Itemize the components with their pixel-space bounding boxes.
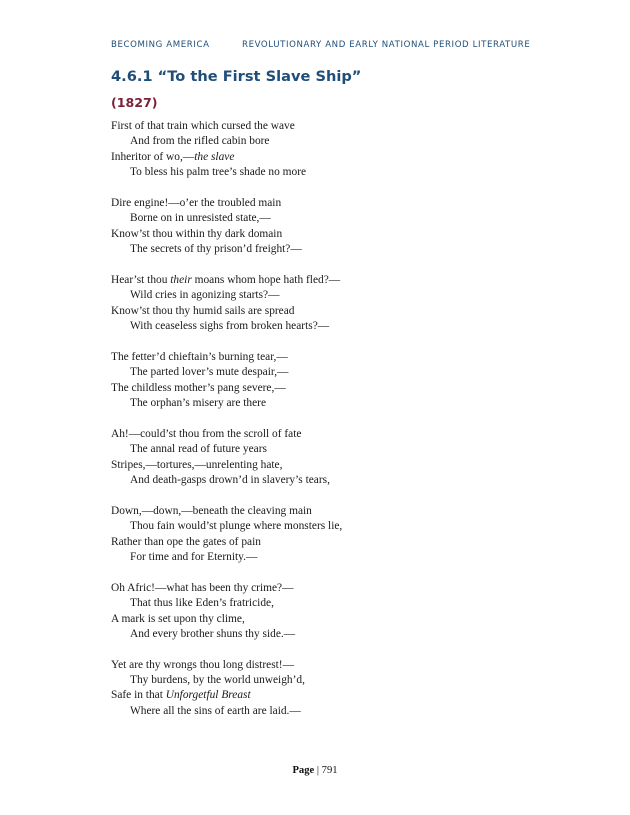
header-book-title: BECOMING AMERICA	[111, 40, 210, 50]
poem-stanza	[111, 273, 571, 335]
page-separator: |	[316, 765, 322, 776]
poem-line	[111, 150, 571, 165]
page-number: 791	[321, 765, 338, 776]
poem-stanza	[111, 504, 571, 566]
poem-line: Know’st thou within thy dark domain	[111, 227, 283, 240]
poem-line-italic-text: the slave	[194, 150, 235, 163]
poem-line: And from the rifled cabin bore	[130, 135, 270, 148]
poem-stanza	[111, 350, 571, 412]
poem-line: First of that train which cursed the wave	[111, 120, 295, 132]
section-title: 4.6.1 “To the First Slave Ship”	[111, 68, 362, 85]
poem-line	[111, 273, 571, 288]
poem-line-text: Hear’st thou	[111, 273, 171, 286]
poem-line: Know’st thou thy humid sails are spread	[111, 304, 295, 317]
poem-line: Thou fain would’st plunge where monsters lie,	[130, 520, 343, 533]
poem-line	[111, 688, 571, 703]
poem-stanza	[111, 658, 571, 720]
poem-line: The fetter’d chieftain’s burning tear,—	[111, 350, 288, 363]
poem-line: Ah!—could’st thou from the scroll of fate	[111, 427, 302, 440]
poem-line: Borne on in unresisted state,—	[130, 212, 271, 225]
poem-line: And death-gasps drown’d in slavery’s tears,	[130, 473, 330, 486]
poem-stanza	[111, 581, 571, 643]
poem-line: The secrets of thy prison’d freight?—	[130, 243, 302, 256]
poem-line: The parted lover’s mute despair,—	[130, 366, 289, 379]
poem-line: The childless mother’s pang severe,—	[111, 381, 286, 394]
poem-stanza	[111, 427, 571, 489]
poem-line: A mark is set upon thy clime,	[111, 612, 245, 625]
poem-line: Rather than ope the gates of pain	[111, 535, 261, 548]
poem-line-text: moans whom hope hath fled?—	[191, 273, 341, 286]
header-chapter-title: REVOLUTIONARY AND EARLY NATIONAL PERIOD LITERATURE	[242, 40, 531, 50]
section-year: (1827)	[111, 95, 158, 110]
poem-stanza	[111, 196, 571, 258]
poem-stanza	[111, 119, 571, 181]
poem-body	[111, 119, 571, 735]
poem-line: Stripes,—tortures,—unrelenting hate,	[111, 458, 283, 471]
poem-line-text: Safe in that	[111, 689, 166, 702]
poem-line: Yet are thy wrongs thou long distrest!—	[111, 658, 294, 671]
poem-line: To bless his palm tree’s shade no more	[130, 166, 307, 179]
poem-line: Oh Afric!—what has been thy crime?—	[111, 581, 294, 594]
poem-line-italic-text: Unforgetful Breast	[165, 689, 251, 702]
poem-line: Wild cries in agonizing starts?—	[130, 289, 280, 302]
poem-line: Dire engine!—o’er the troubled main	[111, 196, 282, 209]
page-footer	[0, 765, 630, 776]
poem-line: With ceaseless sighs from broken hearts?—	[130, 320, 330, 333]
poem-line: Thy burdens, by the world unweigh’d,	[130, 674, 305, 687]
poem-line: For time and for Eternity.—	[130, 550, 258, 563]
poem-line: The orphan’s misery are there	[130, 397, 266, 410]
poem-line-text: Inheritor of wo,—	[111, 150, 195, 163]
poem-line: The annal read of future years	[130, 443, 267, 456]
poem-line-italic-text: their	[170, 273, 192, 286]
page-label: Page	[292, 765, 315, 776]
poem-line: Where all the sins of earth are laid.—	[130, 704, 301, 717]
poem-line: That thus like Eden’s fratricide,	[130, 597, 274, 610]
poem-line: Down,—down,—beneath the cleaving main	[111, 504, 312, 517]
poem-line: And every brother shuns thy side.—	[130, 627, 296, 640]
